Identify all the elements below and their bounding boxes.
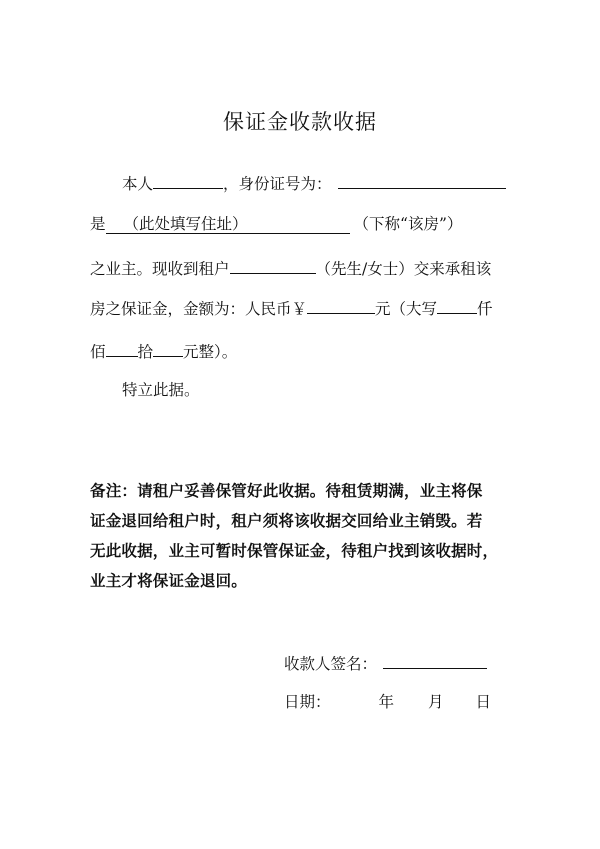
tenant-name-blank[interactable] bbox=[230, 257, 316, 274]
note-line-2: 证金退回给租户时，租户须将该收据交回给业主销毁。若 bbox=[90, 511, 483, 530]
body-line-2 bbox=[90, 214, 462, 234]
closing-text: 特立此据。 bbox=[122, 381, 200, 399]
note-line-1: 备注：请租户妥善保管好此收据。待租赁期满，业主将保 bbox=[90, 481, 483, 500]
body-line-3 bbox=[90, 257, 491, 279]
year-unit: 年 bbox=[378, 693, 395, 711]
tenant-title-label: （先生/女士）交来承租该 bbox=[315, 260, 492, 278]
signature-blank[interactable] bbox=[383, 652, 487, 669]
address-hint: （此处填写住址） bbox=[123, 215, 248, 233]
owner-name-blank[interactable] bbox=[153, 172, 223, 189]
date-label: 日期： bbox=[284, 693, 331, 711]
amount-label: 房之保证金，金额为：人民币￥ bbox=[90, 300, 308, 318]
self-label: 本人 bbox=[122, 175, 154, 193]
note-line-3: 无此收据，业主可暂时保管保证金，待租户找到该收据时， bbox=[90, 541, 499, 560]
signature-label: 收款人签名： bbox=[284, 655, 378, 673]
is-label: 是 bbox=[90, 215, 106, 233]
property-alias-label: （下称“该房”） bbox=[353, 215, 463, 233]
note-line-4: 业主才将保证金退回。 bbox=[90, 571, 248, 590]
tens-unit: 拾 bbox=[137, 343, 154, 361]
thousands-unit: 仟 bbox=[477, 300, 493, 318]
date-line bbox=[284, 692, 491, 712]
yuan-unit: 元整）。 bbox=[183, 343, 238, 361]
body-line-4 bbox=[90, 297, 493, 319]
hundreds-unit: 佰 bbox=[90, 343, 106, 361]
amount-words-label: 元（大写 bbox=[375, 300, 438, 318]
tens-blank[interactable] bbox=[153, 340, 183, 357]
address-blank[interactable] bbox=[106, 215, 350, 234]
signature-line bbox=[284, 652, 487, 674]
month-unit: 月 bbox=[428, 693, 444, 711]
amount-digits-blank[interactable] bbox=[307, 297, 375, 314]
id-number-blank[interactable] bbox=[338, 172, 506, 189]
body-line-5 bbox=[90, 340, 237, 362]
day-unit: 日 bbox=[475, 693, 492, 711]
document-title: 保证金收款收据 bbox=[223, 110, 377, 134]
owner-received-label: 之业主。现收到租户 bbox=[90, 260, 230, 278]
hundreds-blank[interactable] bbox=[106, 340, 138, 357]
thousands-blank[interactable] bbox=[437, 297, 477, 314]
id-number-label: ，身份证号为： bbox=[223, 175, 332, 193]
body-line-1 bbox=[122, 172, 506, 194]
